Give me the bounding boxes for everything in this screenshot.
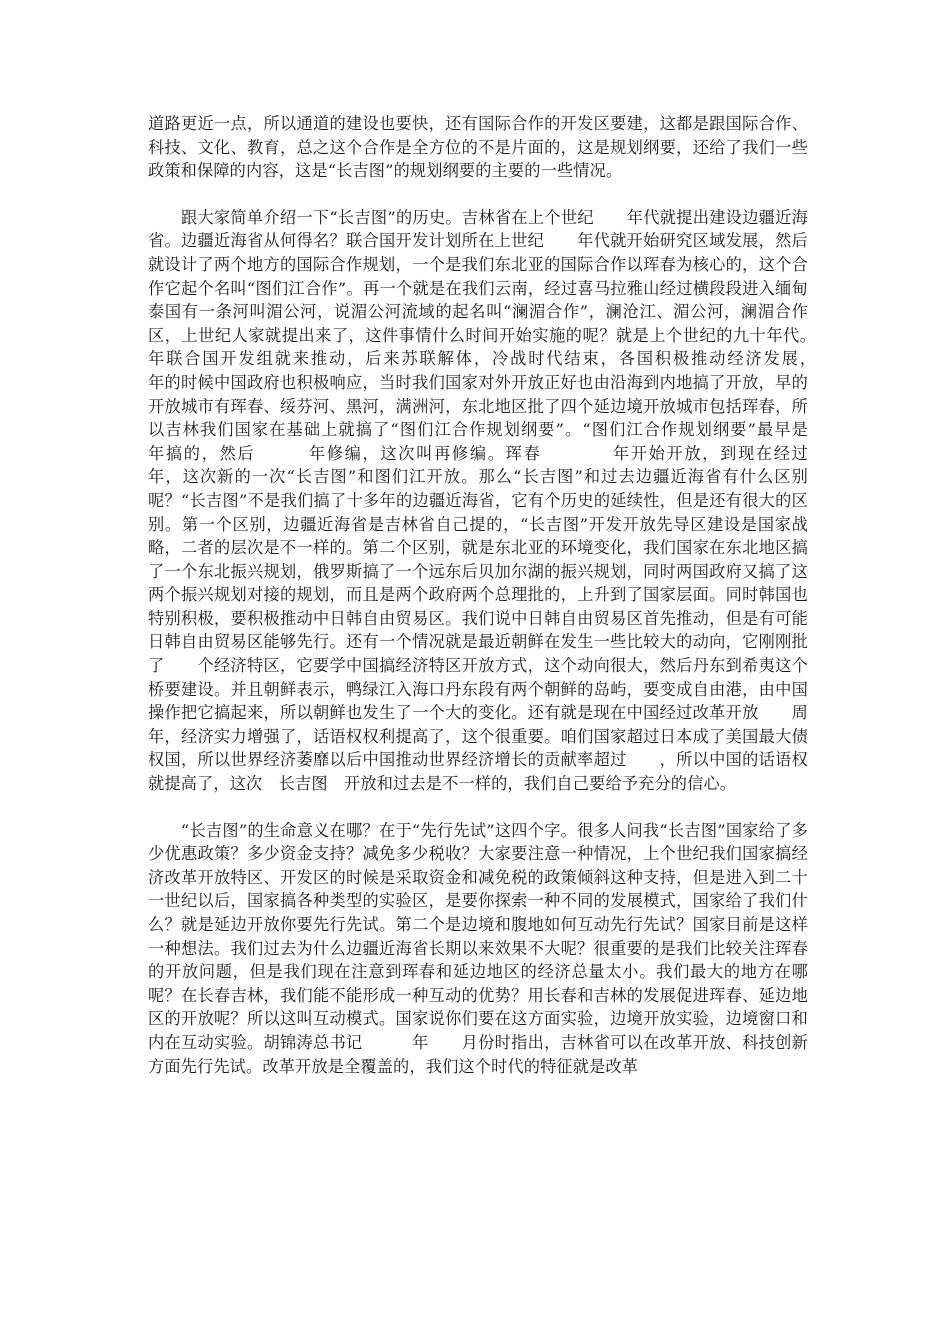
paragraph-history: 跟大家简单介绍一下“长吉图”的历史。吉林省在上个世纪 年代就提出建设边疆近海省。边疆近海省从何得名？联合国开发计划所在上世纪 年代就开始研究区域发展，然后就设计了两个地方的国际合作规划，一个是我们东北亚的国际合作以珲春为核心的，这个合作它起个名叫“图们江合作”。再一个就是在我们云南，经过喜马拉雅山经过横段段进入缅甸泰国有一条河叫湄公河，说湄公河流域的起名叫“澜湄合作”，澜沧江、湄公河，澜湄合作区，上世纪人家就提出来了，这件事情什么时间开始实施的呢？就是上个世纪的九十年代。 年联合国开发组就来推动，后来苏联解体，冷战时代结束，各国积极推动经济发展， 年的时候中国政府也积极响应，当时我们国家对外开放正好也由沿海到内地搞了开放，早的开放城市有珲春、绥芬河、黑河，满洲河，东北地区批了四个延边境开放城市包括珲春，所以吉林我们国家在基础上就搞了“图们江合作规划纲要”。“图们江合作规划纲要”最早是 年搞的，然后 年修编，这次叫再修编。珲春 年开始开放，到现在经过 年，这次新的一次“长吉图”和图们江开放。那么“长吉图”和过去边疆近海省有什么区别呢？“长吉图”不是我们搞了十多年的边疆近海省，它有个历史的延续性，但是还有很大的区别。第一个区别，边疆近海省是吉林省自己提的，“长吉图”开发开放先导区建设是国家战略，二者的层次是不一样的。第二个区别，就是东北亚的环境变化，我们国家在东北地区搞了一个东北振兴规划，俄罗斯搞了一个远东后贝加尔湖的振兴规划，同时两国政府又搞了这两个振兴规划对接的规划，而且是两个政府两个总理批的，上升到了国家层面。同时韩国也特别积极，要积极推动中日韩自由贸易区。我们说中日韩自由贸易区首先推动，但是有可能日韩自由贸易区能够先行。还有一个情况就是最近朝鲜在发生一些比较大的动向，它刚刚批了 个经济特区，它要学中国搞经济特区开放方式，这个动向很大，然后丹东到希夷这个桥要建设。并且朝鲜表示，鸭绿江入海口丹东段有两个朝鲜的岛屿，要变成自由港，由中国操作把它搞起来，所以朝鲜也发生了一个大的变化。还有就是现在中国经过改革开放 周年，经济实力增强了，话语权权利提高了，这个很重要。咱们国家超过日本成了美国最大债权国，所以世界经济萎靡以后中国推动世界经济增长的贡献率超过 ，所以中国的话语权就提高了，这次 长吉图 开放和过去是不一样的，我们自己要给予充分的信心。 [148,207,858,794]
document-page [148,112,858,1078]
paragraph-significance: “长吉图”的生命意义在哪？在于“先行先试”这四个字。很多人问我“长吉图”国家给了多少优惠政策？多少资金支持？减免多少税收？大家要注意一种情况，上个世纪我们国家搞经济改革开放特区、开发区的时候是采取资金和减免税的政策倾斜这种支持，但是进入到二十一世纪以后，国家搞各种类型的实验区，是要你探索一种不同的发展模式，国家给了我们什么？就是延边开放你要先行先试。第二个是边境和腹地如何互动先行先试？国家目前是这样一种想法。我们过去为什么边疆近海省长期以来效果不大呢？很重要的是我们比较关注珲春的开放问题，但是我们现在注意到珲春和延边地区的经济总量太小。我们最大的地方在哪呢？在长春吉林，我们能不能形成一种互动的优势？用长春和吉林的发展促进珲春、延边地区的开放呢？所以这叫互动模式。国家说你们要在这方面实验，边境开放实验，边境窗口和内在互动实验。胡锦涛总书记 年 月份时指出，吉林省可以在改革开放、科技创新方面先行先试。改革开放是全覆盖的，我们这个时代的特征就是改革 [148,820,808,1076]
paragraph-plan-outline: 道路更近一点，所以通道的建设也要快，还有国际合作的开发区要建，这都是跟国际合作、科技、文化、教育，总之这个合作是全方位的不是片面的，这是规划纲要，还给了我们一些政策和保障的内容，这是“长吉图”的规划纲要的主要的一些情况。 [148,114,808,181]
